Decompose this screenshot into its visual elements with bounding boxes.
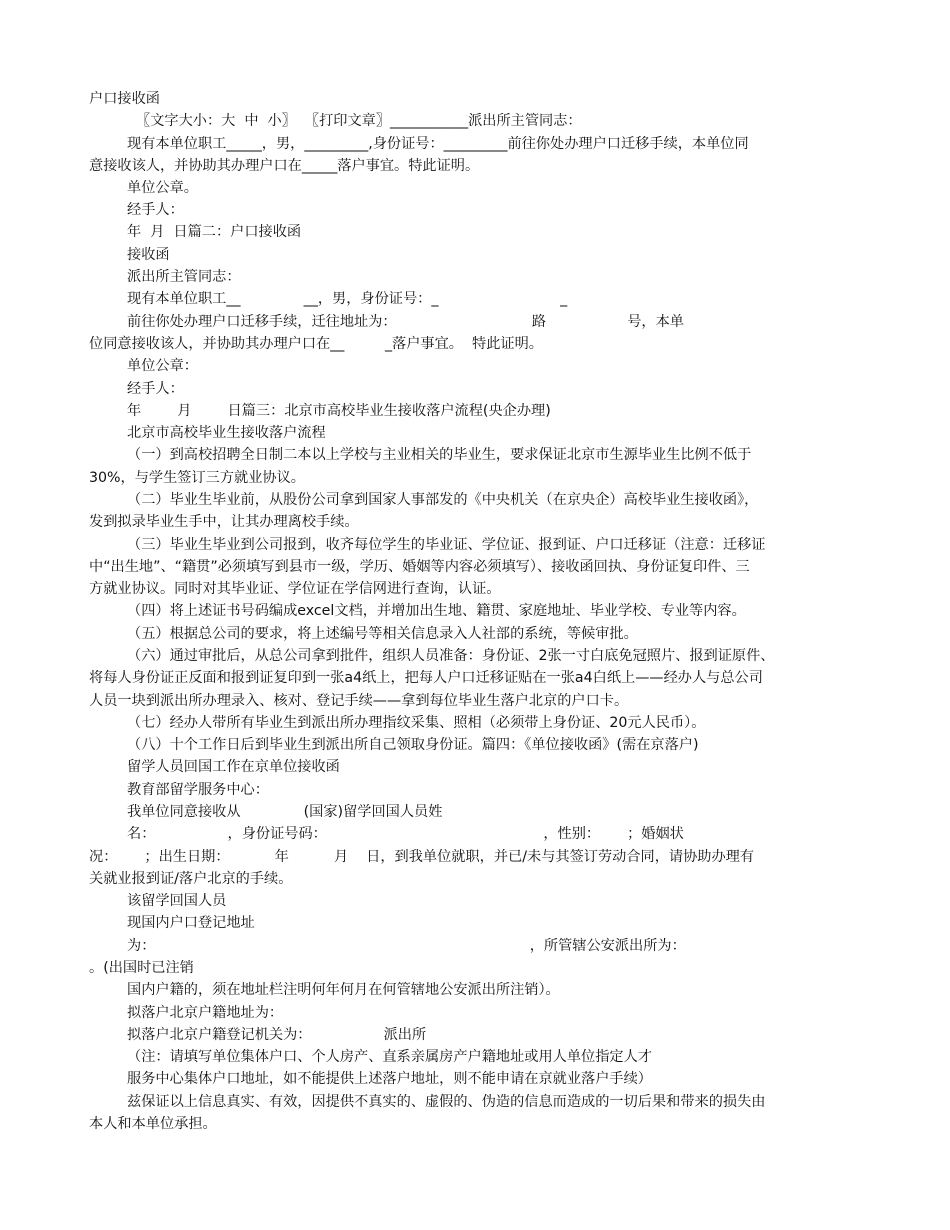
doc-line: 关就业报到证/落户北京的手续。 [89, 871, 293, 887]
doc-line: 该留学回国人员 [127, 893, 227, 909]
doc-line: 兹保证以上信息真实、有效，因提供不真实的、虚假的、伪造的信息而造成的一切后果和带来的损失由 [127, 1094, 766, 1110]
doc-line: 国内户籍的，须在地址栏注明何年何月在何管辖地公安派出所注销）。 [127, 982, 560, 998]
doc-line: 中“出生地”、“籍贯”必须填写到县市一级，学历、婚姻等内容必须填写）、接收函回执、身份证复印件、三 [89, 559, 750, 575]
doc-line-section-heading: 年 月 日篇二：户口接收函 [127, 224, 302, 240]
doc-line: 30%，与学生签订三方就业协议。 [89, 470, 305, 486]
doc-line: （五）根据总公司的要求，将上述编号等相关信息录入人社部的系统，等候审批。 [127, 626, 638, 642]
doc-line: 拟落户北京户籍地址为： [127, 1005, 284, 1021]
doc-line: 单位公章。 [127, 180, 198, 196]
doc-line: 现有本单位职工__ __，男，身份证号：_ _ [127, 291, 568, 307]
doc-line: 经手人： [127, 381, 184, 397]
doc-line: 单位公章： [127, 358, 198, 374]
doc-line-text-size-print: 〖文字大小：大 中 小〗 〖打印文章〗___________派出所主管同志： [136, 113, 582, 129]
doc-line-section-heading: 年 月 日篇三：北京市高校毕业生接收落户流程(央企办理) [127, 403, 551, 419]
doc-line: 意接收该人，并协助其办理户口在_____落户事宜。特此证明。 [89, 158, 480, 174]
doc-line: 我单位同意接收从 (国家)留学回国人员姓 [127, 804, 443, 820]
doc-line: （七）经办人带所有毕业生到派出所办理指纹采集、照相（必须带上身份证、20元人民币）。 [127, 715, 706, 731]
doc-line: 接收函 [127, 247, 170, 263]
doc-line: 位同意接收该人，并协助其办理户口在__ _落户事宜。 特此证明。 [89, 336, 543, 352]
doc-line: （六）通过审批后，从总公司拿到批件，组织人员准备：身份证、2张一寸白底免冠照片、报到证原件、 [127, 648, 775, 664]
doc-line: 为： ，所管辖公安派出所为： [127, 938, 686, 954]
doc-line: 派出所主管同志： [127, 269, 241, 285]
doc-line: 经手人： [127, 202, 184, 218]
doc-line: （二）毕业生毕业前，从股份公司拿到国家人事部发的《中央机关（在京央企）高校毕业生接收函》， [127, 492, 759, 508]
doc-title: 户口接收函 [89, 91, 160, 107]
doc-line: 本人和本单位承担。 [89, 1116, 217, 1132]
doc-line: 方就业协议。同时对其毕业证、学位证在学信网进行查询，认证。 [89, 581, 501, 597]
doc-line: 人员一块到派出所办理录入、核对、登记手续——拿到每位毕业生落户北京的户口卡。 [89, 693, 629, 709]
doc-line: 发到拟录毕业生手中，让其办理离校手续。 [89, 514, 359, 530]
doc-line: 名： ，身份证号码： ，性别： ；婚姻状 [127, 826, 684, 842]
doc-line: （三）毕业生毕业到公司报到，收齐每位学生的毕业证、学位证、报到证、户口迁移证（注意：迁移证 [127, 537, 766, 553]
doc-line: 现有本单位职工_____，男，_________,身份证号：_________前往你处办理户口迁移手续，本单位同 [127, 136, 749, 152]
doc-line: 北京市高校毕业生接收落户流程 [127, 425, 326, 441]
doc-line: 将每人身份证正反面和报到证复印到一张a4纸上，把每人户口迁移证贴在一张a4白纸上——经办人与总公司 [89, 670, 763, 686]
doc-line: 教育部留学服务中心： [127, 782, 269, 798]
doc-line: （注：请填写单位集体户口、个人房产、直系亲属房产户籍地址或用人单位指定人才 [127, 1049, 652, 1065]
doc-line: 拟落户北京户籍登记机关为： 派出所 [127, 1027, 427, 1043]
doc-line: 现国内户口登记地址 [127, 915, 255, 931]
doc-line-section-heading: （八）十个工作日后到毕业生到派出所自己领取身份证。篇四：《单位接收函》(需在京落户) [127, 737, 699, 753]
doc-line: 。(出国时已注销 [89, 960, 194, 976]
doc-line: （一）到高校招聘全日制二本以上学校与主业相关的毕业生，要求保证北京市生源毕业生比例不低于 [127, 447, 752, 463]
doc-line: 留学人员回国工作在京单位接收函 [127, 759, 340, 775]
doc-line: 前往你处办理户口迁移手续，迁往地址为： 路 号，本单 [127, 314, 684, 330]
doc-line: （四）将上述证书号码编成excel文档，并增加出生地、籍贯、家庭地址、毕业学校、专业等内容。 [127, 603, 746, 619]
doc-line: 况： ；出生日期： 年 月 日，到我单位就职，并已/未与其签订劳动合同，请协助办理有 [89, 849, 755, 865]
doc-line: 服务中心集体户口地址，如不能提供上述落户地址，则不能申请在京就业落户手续） [127, 1071, 652, 1087]
